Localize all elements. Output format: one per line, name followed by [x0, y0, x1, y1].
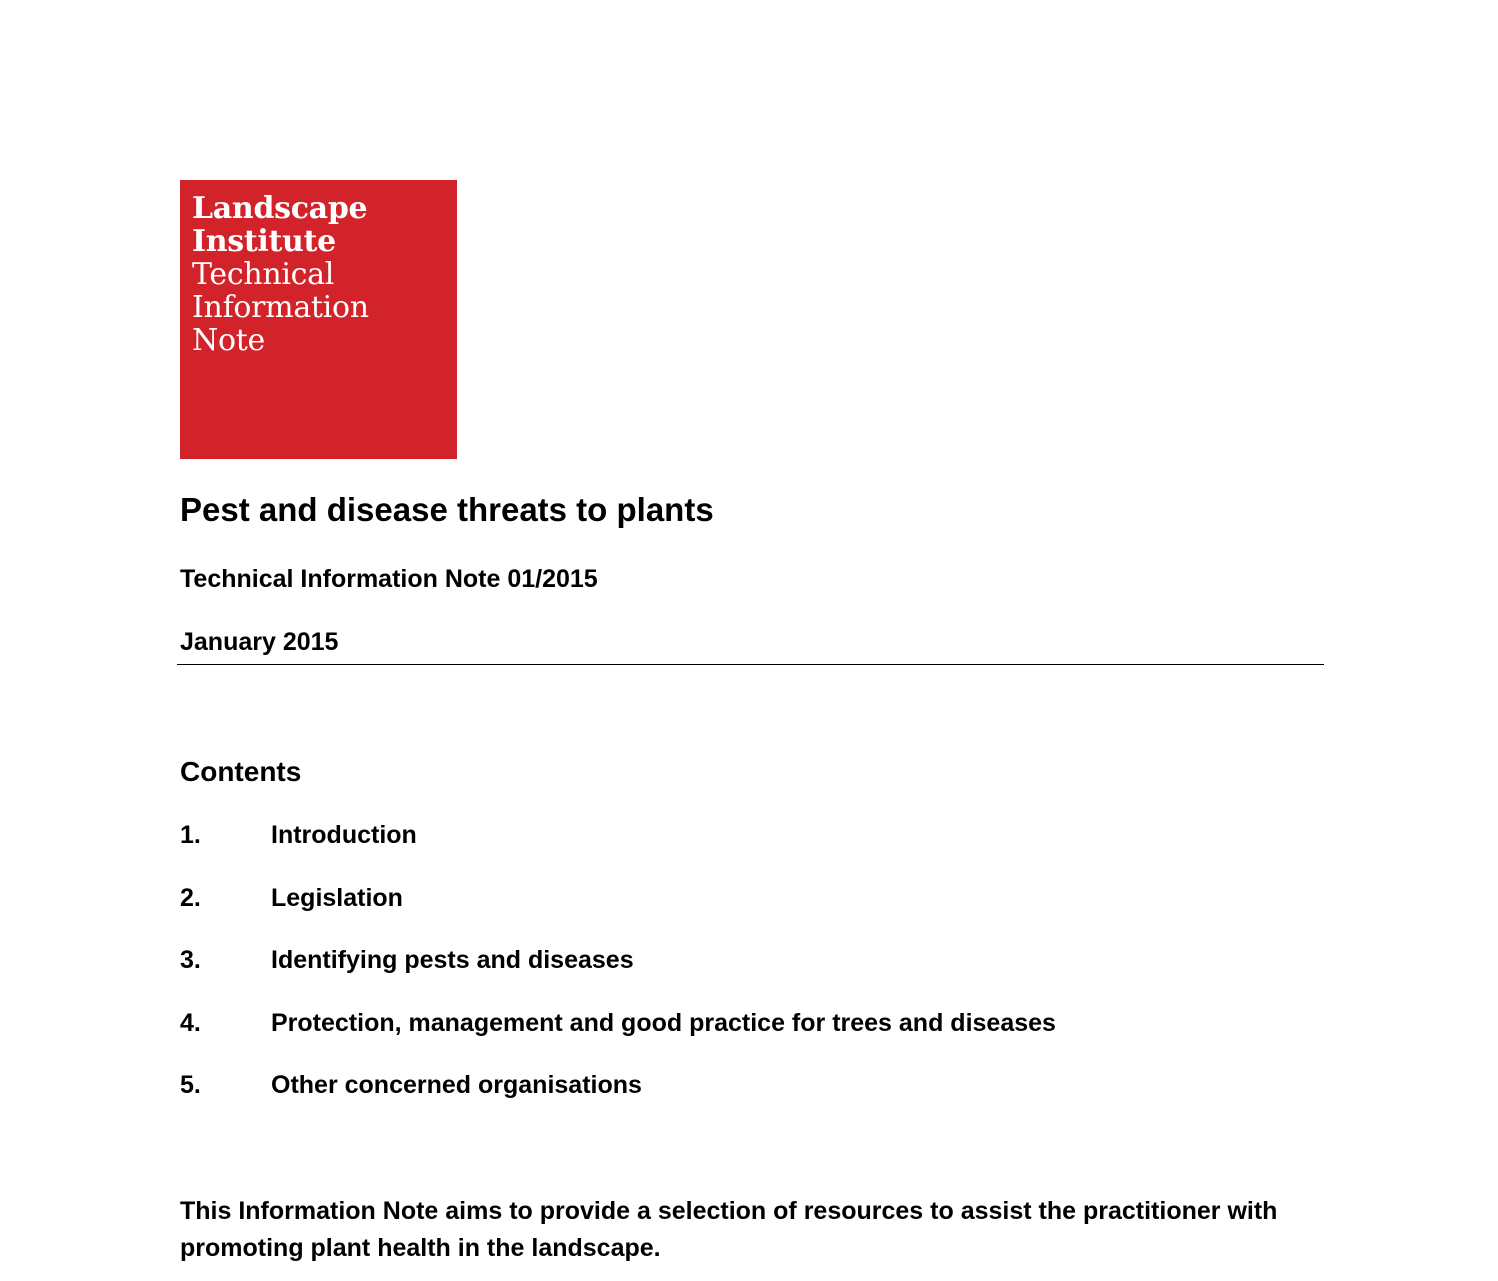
toc-item-label: Identifying pests and diseases: [271, 946, 634, 974]
toc-item-number: 4.: [180, 1008, 201, 1037]
logo-text-information: Information: [192, 290, 369, 325]
document-title: Pest and disease threats to plants: [180, 491, 714, 528]
landscape-institute-logo: [180, 180, 457, 459]
toc-item-number: 5.: [180, 1071, 201, 1099]
logo-text-landscape: Landscape: [192, 191, 368, 226]
document-subtitle: Technical Information Note 01/2015: [180, 565, 598, 593]
contents-heading: Contents: [180, 756, 302, 787]
document-date: January 2015: [180, 628, 339, 656]
toc-item-label: Other concerned organisations: [271, 1071, 642, 1099]
toc-item-label: Legislation: [271, 883, 403, 912]
toc-item-number: 3.: [180, 946, 201, 974]
toc-item-label: Protection, management and good practice for trees and diseases: [271, 1008, 1056, 1037]
header-divider: [177, 664, 1324, 665]
logo-text-note: Note: [192, 323, 265, 358]
toc-item-number: 1.: [180, 821, 201, 849]
toc-item-number: 2.: [180, 883, 201, 912]
logo-text-institute: Institute: [192, 224, 336, 259]
logo-text-technical: Technical: [192, 257, 335, 292]
intro-paragraph: This Information Note aims to provide a selection of resources to assist the practitioner with promoting plant health in the landscape.: [180, 1197, 1278, 1262]
toc-item-label: Introduction: [271, 821, 417, 849]
